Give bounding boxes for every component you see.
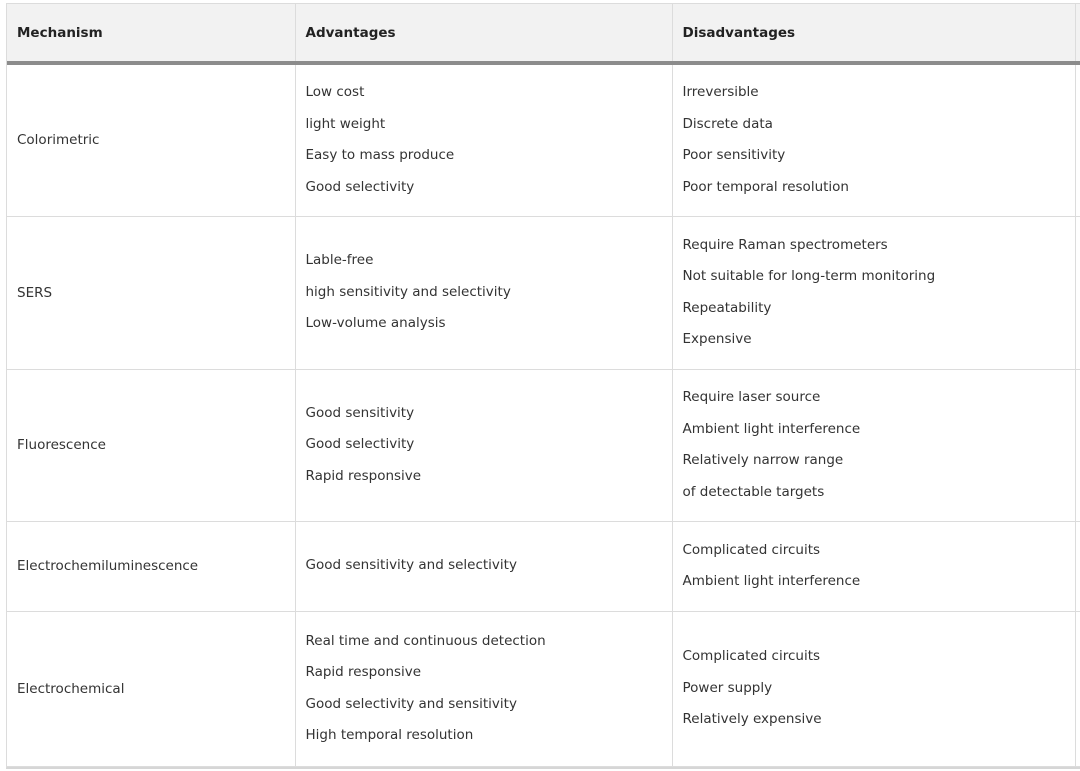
advantage-item: light weight xyxy=(305,115,386,132)
disadvantage-item: Repeatability xyxy=(682,299,772,316)
advantage-item: Good selectivity xyxy=(305,436,415,453)
advantage-item: High temporal resolution xyxy=(305,727,474,743)
extra-cell xyxy=(1075,611,1080,766)
advantages-cell xyxy=(295,521,672,611)
disadvantage-item: Relatively narrow range xyxy=(682,452,844,468)
advantages-cell xyxy=(295,216,672,369)
mechanism-cell: Fluorescence xyxy=(7,369,295,521)
table-row xyxy=(7,611,1080,766)
disadvantage-item: Irreversible xyxy=(682,84,759,101)
mechanism-cell: Electrochemiluminescence xyxy=(7,521,295,611)
advantage-item: Easy to mass produce xyxy=(305,147,455,164)
header-advantages: Advantages xyxy=(295,4,672,63)
header-mechanism: Mechanism xyxy=(7,4,295,63)
disadvantage-item: Relatively expensive xyxy=(682,711,822,728)
table-row xyxy=(7,369,1080,521)
advantage-item: Good sensitivity xyxy=(305,404,415,421)
disadvantage-item: Poor sensitivity xyxy=(682,147,786,164)
advantage-item: high sensitivity and selectivity xyxy=(305,283,511,300)
header-disadvantages: Disadvantages xyxy=(672,4,1075,63)
extra-cell xyxy=(1075,521,1080,611)
table-row xyxy=(7,216,1080,369)
disadvantage-item: Ambient light interference xyxy=(682,573,861,589)
comparison-table-container xyxy=(6,3,1080,769)
advantage-item: Low-volume analysis xyxy=(305,315,446,332)
disadvantage-item: Not suitable for long-term monitoring xyxy=(682,268,936,284)
extra-cell xyxy=(1075,369,1080,521)
advantage-item: Rapid responsive xyxy=(305,664,422,680)
disadvantages-cell xyxy=(672,63,1075,216)
advantage-item: Rapid responsive xyxy=(305,467,422,484)
comparison-table xyxy=(7,4,1080,767)
advantages-cell xyxy=(295,369,672,521)
disadvantage-item: Poor temporal resolution xyxy=(682,178,849,195)
disadvantage-item: Complicated circuits xyxy=(682,541,821,558)
mechanism-cell: SERS xyxy=(7,216,295,369)
advantage-item: Real time and continuous detection xyxy=(305,632,546,649)
table-row xyxy=(7,63,1080,216)
advantage-item: Good selectivity and sensitivity xyxy=(305,695,517,712)
advantages-cell xyxy=(295,611,672,766)
disadvantage-item: Ambient light interference xyxy=(682,420,861,437)
disadvantage-item: Require Raman spectrometers xyxy=(682,236,888,253)
disadvantage-item: Complicated circuits xyxy=(682,648,821,665)
header-extra-column xyxy=(1075,4,1080,63)
table-header-row xyxy=(7,4,1080,63)
disadvantages-cell xyxy=(672,216,1075,369)
disadvantage-item: Power supply xyxy=(682,679,773,696)
table-row xyxy=(7,521,1080,611)
advantages-cell xyxy=(295,63,672,216)
disadvantages-cell xyxy=(672,611,1075,766)
advantage-item: Low cost xyxy=(305,84,365,101)
advantage-item: Good selectivity xyxy=(305,178,415,195)
disadvantage-item: Discrete data xyxy=(682,115,773,132)
advantage-item: Good sensitivity and selectivity xyxy=(305,557,517,574)
extra-cell xyxy=(1075,216,1080,369)
disadvantages-cell xyxy=(672,521,1075,611)
mechanism-cell: Electrochemical xyxy=(7,611,295,766)
extra-cell xyxy=(1075,63,1080,216)
disadvantage-item: Require laser source xyxy=(682,389,821,405)
disadvantage-item: Expensive xyxy=(682,331,752,347)
advantage-item: Lable-free xyxy=(305,252,374,269)
disadvantages-cell xyxy=(672,369,1075,521)
disadvantage-item: of detectable targets xyxy=(682,483,825,500)
mechanism-cell: Colorimetric xyxy=(7,63,295,216)
